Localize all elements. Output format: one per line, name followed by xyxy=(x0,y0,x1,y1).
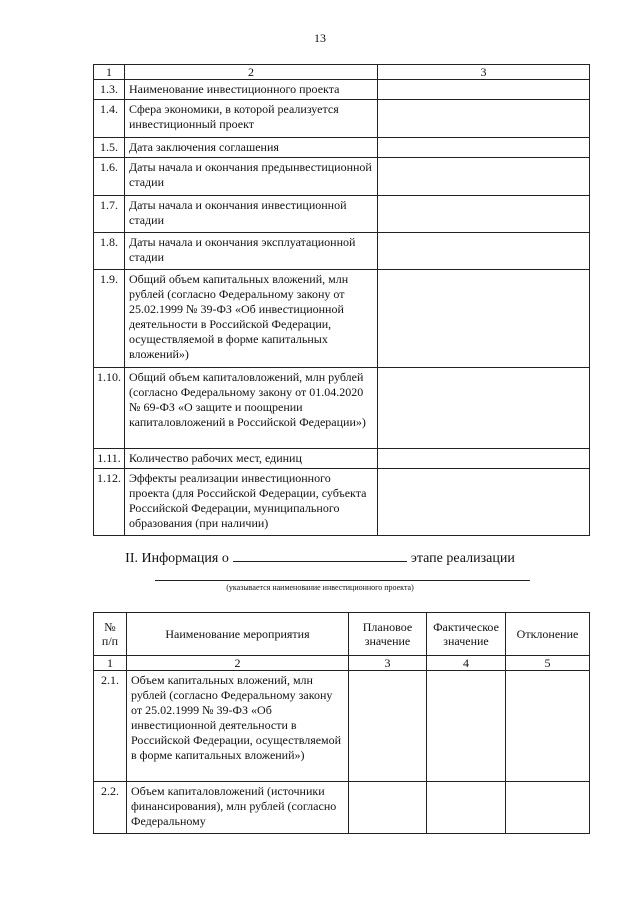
row-value-cell[interactable] xyxy=(378,138,590,158)
row-number: 1.7. xyxy=(94,196,125,233)
table-row xyxy=(94,80,590,100)
planned-value-cell[interactable] xyxy=(349,782,427,834)
table-row xyxy=(94,158,590,196)
row-number: 1.11. xyxy=(94,449,125,469)
row-value-cell[interactable] xyxy=(378,80,590,100)
row-value-cell[interactable] xyxy=(378,368,590,449)
row-value-cell[interactable] xyxy=(378,196,590,233)
row-label: Эффекты реализации инвестиционного проекта (для Российской Федерации, субъекта Российской Федерации, муниципального образования (при наличии) xyxy=(125,469,378,536)
section-title xyxy=(0,549,640,568)
row-number: 1.9. xyxy=(94,270,125,368)
table-row xyxy=(94,233,590,270)
table-row xyxy=(94,368,590,449)
deviation-value-cell[interactable] xyxy=(506,782,590,834)
row-label: Общий объем капитальных вложений, млн рублей (согласно Федеральному закону от 25.02.1999 № 39-ФЗ «Об инвестиционной деятельности в Российской Федерации, осуществляемой в форме капитальных вложений») xyxy=(125,270,378,368)
table-header-row xyxy=(94,65,590,80)
deviation-value-cell[interactable] xyxy=(506,671,590,782)
table-row xyxy=(94,449,590,469)
row-value-cell[interactable] xyxy=(378,270,590,368)
table-row xyxy=(94,270,590,368)
row-label: Даты начала и окончания инвестиционной стадии xyxy=(125,196,378,233)
planned-value-cell[interactable] xyxy=(349,671,427,782)
row-number: 1.6. xyxy=(94,158,125,196)
table-row xyxy=(94,196,590,233)
header-deviation: Отклонение xyxy=(506,613,590,656)
table-row xyxy=(94,138,590,158)
row-value-cell[interactable] xyxy=(378,100,590,138)
column-number-5: 5 xyxy=(506,656,590,671)
row-label: Наименование инвестиционного проекта xyxy=(125,80,378,100)
column-number-4: 4 xyxy=(427,656,506,671)
column-numbers-row xyxy=(94,656,590,671)
header-planned: Плановое значение xyxy=(349,613,427,656)
column-number-3: 3 xyxy=(349,656,427,671)
row-number: 1.12. xyxy=(94,469,125,536)
table-header-row xyxy=(94,613,590,656)
actual-value-cell[interactable] xyxy=(427,782,506,834)
header-activity: Наименование мероприятия xyxy=(127,613,349,656)
row-label: Даты начала и окончания эксплуатационной стадии xyxy=(125,233,378,270)
row-number: 1.5. xyxy=(94,138,125,158)
row-label: Сфера экономики, в которой реализуется инвестиционный проект xyxy=(125,100,378,138)
row-value-cell[interactable] xyxy=(378,158,590,196)
row-label: Дата заключения соглашения xyxy=(125,138,378,158)
column-number-2: 2 xyxy=(127,656,349,671)
actual-value-cell[interactable] xyxy=(427,671,506,782)
row-value-cell[interactable] xyxy=(378,233,590,270)
row-label: Общий объем капиталовложений, млн рублей (согласно Федеральному закону от 01.04.2020 № 69-ФЗ «О защите и поощрении капиталовложений в Российской Федерации») xyxy=(125,368,378,449)
row-label: Объем капиталовложений (источники финансирования), млн рублей (согласно Федеральному xyxy=(127,782,349,834)
table-row xyxy=(94,782,590,834)
column-number-2: 2 xyxy=(125,65,378,80)
row-value-cell[interactable] xyxy=(378,469,590,536)
column-number-3: 3 xyxy=(378,65,590,80)
row-label: Даты начала и окончания предынвестиционной стадии xyxy=(125,158,378,196)
project-info-table xyxy=(93,64,590,536)
table-row xyxy=(94,671,590,782)
row-number: 1.8. xyxy=(94,233,125,270)
row-number: 1.3. xyxy=(94,80,125,100)
row-number: 2.2. xyxy=(94,782,127,834)
project-name-hint: (указывается наименование инвестиционного проекта) xyxy=(226,583,414,592)
row-number: 2.1. xyxy=(94,671,127,782)
row-number: 1.4. xyxy=(94,100,125,138)
section-title-suffix: этапе реализации xyxy=(410,551,515,566)
row-label: Количество рабочих мест, единиц xyxy=(125,449,378,469)
row-number: 1.10. xyxy=(94,368,125,449)
header-actual: Фактическое значение xyxy=(427,613,506,656)
page-number: 13 xyxy=(314,31,326,45)
column-number-1: 1 xyxy=(94,65,125,80)
stage-info-table xyxy=(93,612,590,834)
row-value-cell[interactable] xyxy=(378,449,590,469)
project-stage-blank[interactable] xyxy=(233,549,407,562)
header-number: № п/п xyxy=(94,613,127,656)
table-row xyxy=(94,469,590,536)
column-number-1: 1 xyxy=(94,656,127,671)
row-label: Объем капитальных вложений, млн рублей (согласно Федеральному закону от 25.02.1999 № 39-ФЗ «Об инвестиционной деятельности в Российской Федерации, осуществляемой в форме капитальных вложений») xyxy=(127,671,349,782)
project-name-line[interactable] xyxy=(155,580,530,581)
table-row xyxy=(94,100,590,138)
section-title-prefix: II. Информация о xyxy=(125,551,229,566)
